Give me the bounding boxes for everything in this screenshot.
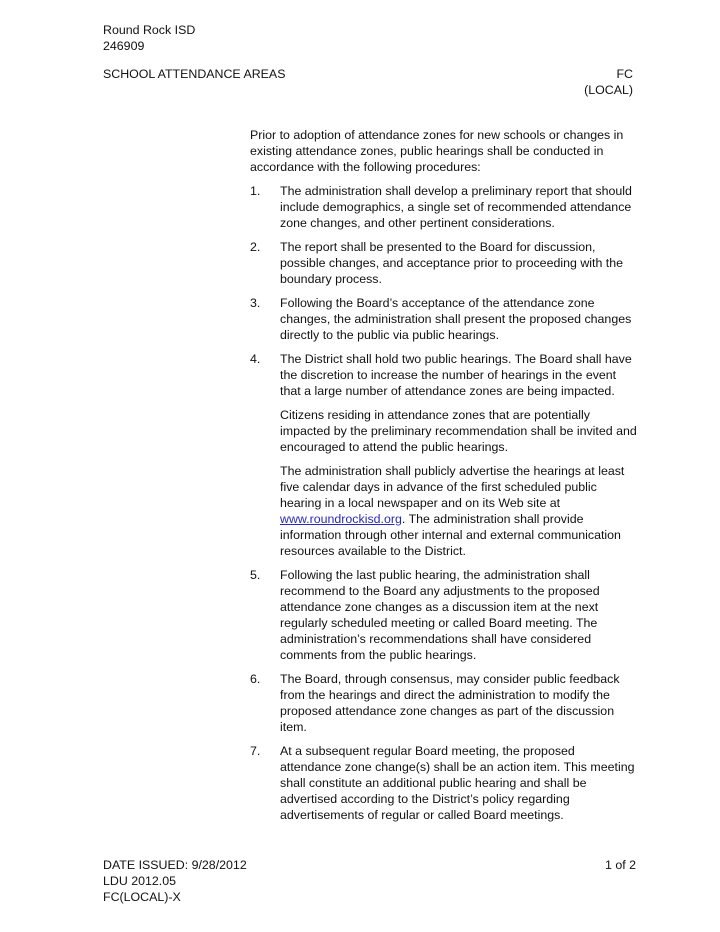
item-text: The report shall be presented to the Board for discussion, possible changes, and acceptance prior to proceeding with the boundary process.: [280, 240, 624, 286]
item-number: 6.: [250, 672, 261, 686]
item-number: 3.: [250, 296, 261, 310]
document-id: FC(LOCAL)-X: [103, 890, 181, 904]
policy-code-type: (LOCAL): [584, 83, 633, 97]
policy-code: FC: [616, 67, 633, 81]
document-header: [103, 22, 195, 54]
item-number: 5.: [250, 568, 261, 582]
item-text: The administration shall develop a preliminary report that should include demographics, a single set of recommended attendance zone changes, and other pertinent considerations.: [280, 184, 632, 230]
item-number: 1.: [250, 184, 261, 198]
date-issued: DATE ISSUED: 9/28/2012: [103, 858, 247, 872]
item-number: 7.: [250, 744, 261, 758]
item4-subparagraph-advertise: [280, 463, 638, 559]
list-item: [250, 295, 638, 343]
policy-code-block: [584, 66, 633, 98]
item-number: 4.: [250, 352, 261, 366]
advertise-text-after: . The administration shall provide information through other internal and external communication resources available to the District.: [280, 512, 621, 558]
item-text: The Board, through consensus, may consider public feedback from the hearings and direct the administration to modify the proposed attendance zone changes as part of the discussion item.: [280, 672, 620, 734]
intro-paragraph: Prior to adoption of attendance zones for new schools or changes in existing attendance zones, public hearings shall be conducted in accordance with the following procedures:: [250, 128, 624, 174]
list-item: [250, 567, 638, 663]
district-number: 246909: [103, 39, 145, 53]
document-footer: [103, 857, 247, 905]
ldu-number: LDU 2012.05: [103, 874, 177, 888]
advertise-text-before: The administration shall publicly advertise the hearings at least five calendar days in advance of the first scheduled public hearing in a local newspaper and on its Web site at: [280, 464, 625, 510]
list-item: [250, 351, 638, 399]
list-item: [250, 183, 638, 231]
item-text: At a subsequent regular Board meeting, the proposed attendance zone change(s) shall be an action item. This meeting shall constitute an additional public hearing and shall be advertised according to the District’s policy regarding advertisements of regular or called Board meetings.: [280, 744, 635, 822]
district-website-link[interactable]: www.roundrockisd.org: [280, 512, 402, 526]
list-item: [250, 239, 638, 287]
item-number: 2.: [250, 240, 261, 254]
item-text: Following the Board’s acceptance of the attendance zone changes, the administration shall present the proposed changes directly to the public via public hearings.: [280, 296, 632, 342]
page-number: 1 of 2: [604, 858, 636, 872]
policy-body: [250, 127, 638, 831]
item-text: Following the last public hearing, the administration shall recommend to the Board any adjustments to the proposed attendance zone changes as a discussion item at the next regularly scheduled meeting or called Board meeting. The administration’s recommendations shall have considered comments from the public hearings.: [280, 568, 600, 662]
policy-title: SCHOOL ATTENDANCE AREAS: [103, 67, 286, 81]
item4-subparagraph-citizens: Citizens residing in attendance zones that are potentially impacted by the preliminary recommendation shall be invited and encouraged to attend the public hearings.: [280, 408, 637, 454]
list-item: [250, 671, 638, 735]
district-name: Round Rock ISD: [103, 23, 196, 37]
item-text: The District shall hold two public hearings. The Board shall have the discretion to increase the number of hearings in the event that a large number of attendance zones are being impacted.: [280, 352, 632, 398]
list-item: [250, 743, 638, 823]
